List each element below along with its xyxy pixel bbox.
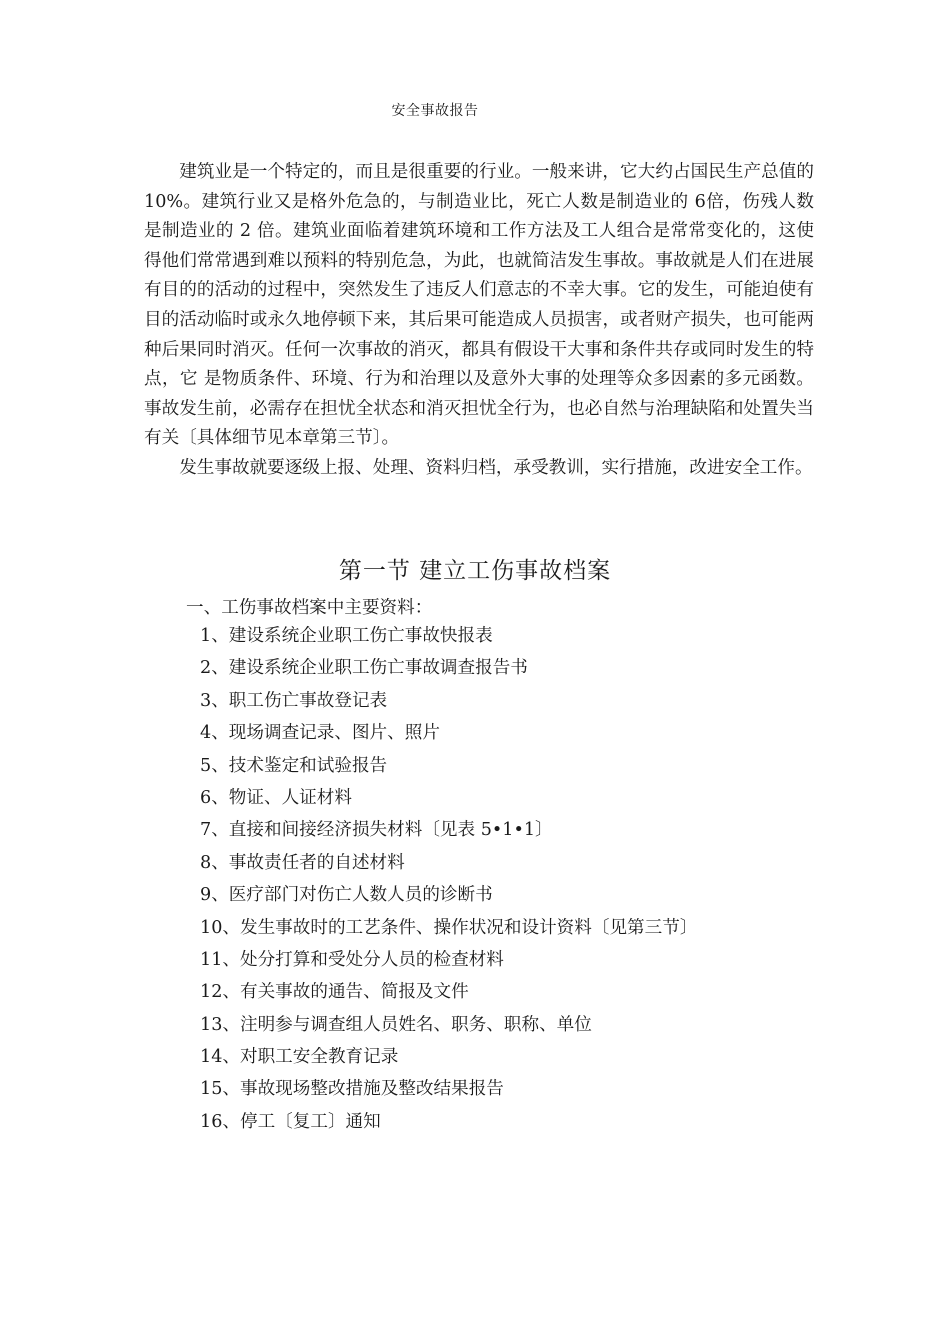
list-item: 14、对职工安全教育记录: [200, 1047, 399, 1068]
list-item: 5、技术鉴定和试验报告: [200, 755, 388, 776]
page-header: 安全事故报告: [391, 103, 479, 119]
list-item: 1、建设系统企业职工伤亡事故快报表: [200, 626, 493, 646]
list-item: 13、注明参与调查组人员姓名、职务、职称、单位: [200, 1014, 592, 1035]
intro-paragraph-1: 建筑业是一个特定的，而且是很重要的行业。一般来讲，它大约占国民生产总值的 10%。建筑行业又是格外危急的，与制造业比，死亡人数是制造业的 6倍，伤残人数是制造业的 2 倍。建筑业面临着建筑环境和工作方法及工人组合是常常变化的，这使得他们常常遇到难以预料的特别危急，为此，也就简洁发生事故。事故就是人们在进展有目的的活动的过程中，突然发生了违反人们意志的不幸大事。它的发生，可能迫使有目的活动临时或永久地停顿下来，其后果可能造成人员损害，或者财产损失，也可能两种后果同时消灭。任何一次事故的消灭，都具有假设干大事和条件共存或同时发生的特点，它 是物质条件、环境、行为和治理以及意外大事的处理等众多因素的多元函数。事故发生前，必需存在担忧全状态和消灭担忧全行为，也必自然与治理缺陷和处置失当有关〔具体细节见本章第三节〕。: [144, 162, 814, 449]
list-item: 12、有关事故的通告、简报及文件: [200, 982, 469, 1003]
list-item: 6、物证、人证材料: [200, 787, 352, 808]
section-title: 第一节 建立工伤事故档案: [338, 558, 612, 584]
intro-text: [144, 158, 814, 484]
list-item: 9、医疗部门对伤亡人数人员的诊断书: [200, 885, 493, 906]
archive-materials-list: [200, 622, 697, 1140]
list-item: 11、处分打算和受处分人员的检查材料: [200, 949, 504, 970]
list-item: 3、职工伤亡事故登记表: [200, 690, 388, 711]
list-item: 2、建设系统企业职工伤亡事故调查报告书: [200, 658, 528, 679]
list-item: 16、停工〔复工〕通知: [200, 1111, 381, 1132]
list-item: 8、事故责任者的自述材料: [200, 852, 405, 873]
list-item: 4、现场调查记录、图片、照片: [200, 723, 440, 744]
list-item: 15、事故现场整改措施及整改结果报告: [200, 1079, 504, 1100]
section-subheading: 一、工伤事故档案中主要资料：: [186, 598, 433, 618]
list-item: 7、直接和间接经济损失材料〔见表 5•1•1〕: [200, 820, 553, 841]
list-item: 10、发生事故时的工艺条件、操作状况和设计资料〔见第三节〕: [200, 917, 698, 938]
intro-paragraph-2: 发生事故就要逐级上报、处理、资料归档，承受教训，实行措施，改进安全工作。: [179, 457, 813, 478]
